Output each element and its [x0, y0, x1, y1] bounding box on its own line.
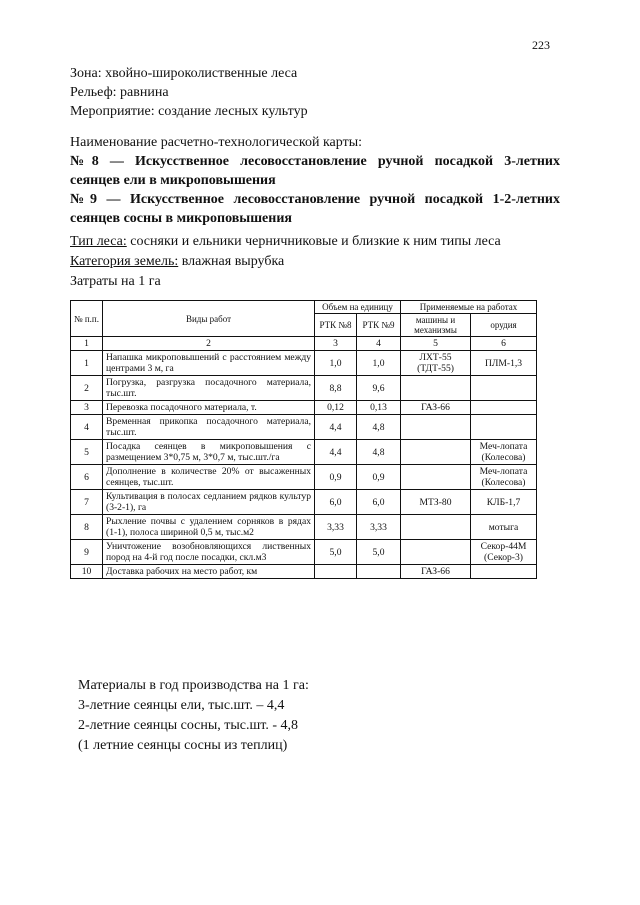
- machines-cell: МТЗ-80: [401, 490, 471, 515]
- machines-cell: [401, 376, 471, 401]
- header-volume: Объем на единицу: [315, 301, 401, 314]
- column-index: 4: [357, 337, 401, 351]
- table-row: [71, 465, 537, 490]
- table-row: [71, 376, 537, 401]
- rtk9-value: 0,9: [357, 465, 401, 490]
- tools-cell: КЛБ-1,7: [471, 490, 537, 515]
- table-row: [71, 515, 537, 540]
- tools-cell: Меч-лопата (Колесова): [471, 465, 537, 490]
- rtk-section: [70, 133, 560, 228]
- work-description: Дополнение в количестве 20% от высаженных сеянцев, тыс.шт.: [103, 465, 315, 490]
- document-header: [70, 64, 308, 121]
- work-description: Погрузка, разгрузка посадочного материала, тыс.шт.: [103, 376, 315, 401]
- row-number: 5: [71, 440, 103, 465]
- tools-cell: Меч-лопата (Колесова): [471, 440, 537, 465]
- row-number: 10: [71, 565, 103, 579]
- rtk8-value: 5,0: [315, 540, 357, 565]
- machines-cell: ЛХТ-55 (ТДТ-55): [401, 351, 471, 376]
- forest-type-line: [70, 232, 501, 252]
- row-number: 6: [71, 465, 103, 490]
- machines-cell: [401, 415, 471, 440]
- work-description: Рыхление почвы с удалением сорняков в рядах (1-1), полоса шириной 0,5 м, тыс.м2: [103, 515, 315, 540]
- tools-cell: ПЛМ-1,3: [471, 351, 537, 376]
- forest-type-value: сосняки и ельники черничниковые и близкие к ним типы леса: [126, 234, 501, 249]
- row-number: 2: [71, 376, 103, 401]
- tools-cell: [471, 376, 537, 401]
- header-applied: Применяемые на работах: [401, 301, 537, 314]
- machines-cell: [401, 540, 471, 565]
- materials-section: [78, 676, 309, 756]
- table-row: [71, 490, 537, 515]
- rtk8-value: 1,0: [315, 351, 357, 376]
- header-num: № п.п.: [71, 301, 103, 337]
- table-row: [71, 351, 537, 376]
- column-index: 6: [471, 337, 537, 351]
- row-number: 9: [71, 540, 103, 565]
- row-number: 8: [71, 515, 103, 540]
- land-category-value: влажная вырубка: [178, 254, 285, 269]
- materials-line-1: 3-летние сеянцы ели, тыс.шт. – 4,4: [78, 698, 285, 713]
- rtk9-value: 9,6: [357, 376, 401, 401]
- machines-cell: ГАЗ-66: [401, 565, 471, 579]
- rtk8-value: 8,8: [315, 376, 357, 401]
- table-row: [71, 415, 537, 440]
- works-table: [70, 300, 537, 579]
- tools-cell: [471, 401, 537, 415]
- activity-line: Мероприятие: создание лесных культур: [70, 104, 308, 119]
- relief-line: Рельеф: равнина: [70, 85, 169, 100]
- table-row: [71, 540, 537, 565]
- table-row: [71, 401, 537, 415]
- land-category-line: [70, 252, 501, 272]
- forest-type-label: Тип леса:: [70, 234, 127, 249]
- materials-line-2: 2-летние сеянцы сосны, тыс.шт. - 4,8: [78, 718, 299, 733]
- materials-line-3: (1 летние сеянцы сосны из теплиц): [78, 738, 288, 753]
- header-works: Виды работ: [103, 301, 315, 337]
- machines-cell: ГАЗ-66: [401, 401, 471, 415]
- tools-cell: [471, 565, 537, 579]
- rtk9-value: 0,13: [357, 401, 401, 415]
- rtk8-value: 6,0: [315, 490, 357, 515]
- table-row: [71, 440, 537, 465]
- work-description: Уничтожение возобновляющихся лиственных пород на 4-й год после посадки, скл.м3: [103, 540, 315, 565]
- rtk8-value: [315, 565, 357, 579]
- works-table-body: [71, 337, 537, 579]
- rtk9-value: 4,8: [357, 440, 401, 465]
- column-index: 2: [103, 337, 315, 351]
- rtk9-value: 1,0: [357, 351, 401, 376]
- machines-cell: [401, 465, 471, 490]
- column-index: 3: [315, 337, 357, 351]
- rtk8-value: 4,4: [315, 415, 357, 440]
- page-number: 223: [532, 38, 550, 52]
- column-index: 1: [71, 337, 103, 351]
- rtk9-value: 4,8: [357, 415, 401, 440]
- row-number: 7: [71, 490, 103, 515]
- rtk-card-8: №8 — Искусственное лесовосстановление ручной посадкой 3-летних сеянцев ели в микроповышения: [70, 154, 560, 188]
- rtk8-value: 0,9: [315, 465, 357, 490]
- rtk-heading: Наименование расчетно-технологической карты:: [70, 135, 363, 150]
- work-description: Напашка микроповышений с расстоянием между центрами 3 м, га: [103, 351, 315, 376]
- work-description: Перевозка посадочного материала, т.: [103, 401, 315, 415]
- column-index-row: [71, 337, 537, 351]
- header-machines: машины и механизмы: [401, 314, 471, 337]
- materials-title: Материалы в год производства на 1 га:: [78, 678, 309, 693]
- tools-cell: [471, 415, 537, 440]
- work-description: Временная прикопка посадочного материала, тыс.шт.: [103, 415, 315, 440]
- zone-line: Зона: хвойно-широколиственные леса: [70, 66, 298, 81]
- rtk9-value: 3,33: [357, 515, 401, 540]
- rtk9-value: 6,0: [357, 490, 401, 515]
- rtk8-value: 4,4: [315, 440, 357, 465]
- work-description: Посадка сеянцев в микроповышения с размещением 3*0,75 м, 3*0,7 м, тыс.шт./га: [103, 440, 315, 465]
- rtk9-value: 5,0: [357, 540, 401, 565]
- machines-cell: [401, 440, 471, 465]
- tools-cell: Секор-44М (Секор-3): [471, 540, 537, 565]
- costs-line: Затраты на 1 га: [70, 274, 161, 289]
- header-rtk8: РТК №8: [315, 314, 357, 337]
- rtk-card-9: №9 — Искусственное лесовосстановление ручной посадкой 1-2-летних сеянцев сосны в микроповышения: [70, 192, 560, 226]
- column-index: 5: [401, 337, 471, 351]
- table-row: [71, 565, 537, 579]
- land-category-label: Категория земель:: [70, 254, 179, 269]
- work-description: Доставка рабочих на место работ, км: [103, 565, 315, 579]
- forest-info: [70, 232, 501, 292]
- rtk8-value: 3,33: [315, 515, 357, 540]
- machines-cell: [401, 515, 471, 540]
- work-description: Культивация в полосах седланием рядков культур (3-2-1), га: [103, 490, 315, 515]
- row-number: 4: [71, 415, 103, 440]
- header-tools: орудия: [471, 314, 537, 337]
- rtk9-value: [357, 565, 401, 579]
- rtk8-value: 0,12: [315, 401, 357, 415]
- header-rtk9: РТК №9: [357, 314, 401, 337]
- tools-cell: мотыга: [471, 515, 537, 540]
- row-number: 3: [71, 401, 103, 415]
- row-number: 1: [71, 351, 103, 376]
